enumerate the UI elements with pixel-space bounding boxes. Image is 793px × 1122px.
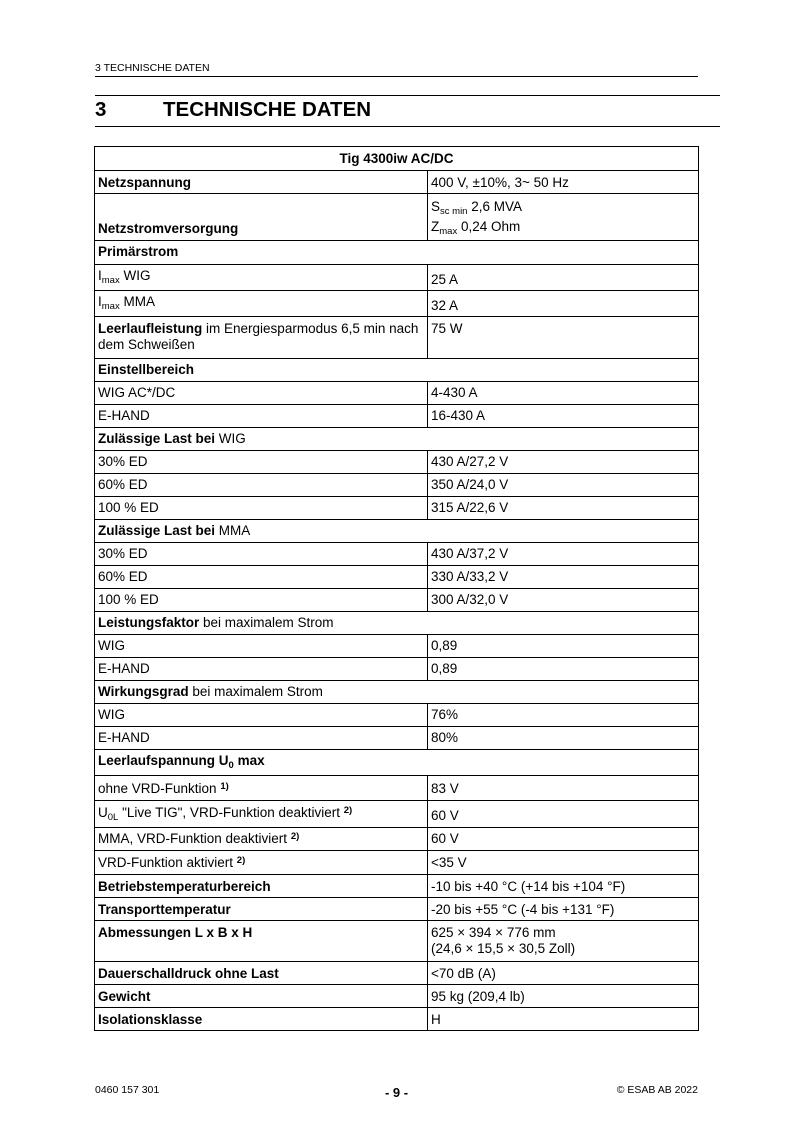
header-rule (95, 76, 698, 77)
table-row (95, 635, 699, 658)
row-value: 430 A/37,2 V (428, 543, 699, 566)
row-label: WIG (95, 635, 428, 658)
row-value: 60 V (428, 801, 699, 828)
row-label: 30% ED (95, 543, 428, 566)
row-label: Isolationsklasse (95, 1008, 428, 1031)
row-value: 0,89 (428, 635, 699, 658)
row-value: -20 bis +55 °C (-4 bis +131 °F) (428, 898, 699, 921)
row-value: 80% (428, 727, 699, 750)
row-label: E-HAND (95, 405, 428, 428)
row-value: $S_{sc min}$ 2,6 MVA $Z_{max}$ 0,24 Ohm (428, 194, 699, 241)
row-label: Leerlaufleistung im Energiesparmodus 6,5 min nach dem Schweißen (95, 317, 428, 359)
row-label: WIG (95, 704, 428, 727)
section-heading: Zulässige Last bei WIG (95, 428, 699, 451)
row-value: 25 A (428, 265, 699, 291)
table-row (95, 589, 699, 612)
row-label: VRD-Funktion aktiviert $^{2)}$ (95, 851, 428, 875)
row-value: 60 V (428, 828, 699, 851)
row-label: 30% ED (95, 451, 428, 474)
table-row (95, 265, 699, 291)
row-value: 16-430 A (428, 405, 699, 428)
section-row (95, 520, 699, 543)
row-label: E-HAND (95, 658, 428, 681)
document-number: 0460 157 301 (95, 1084, 160, 1096)
row-value: 95 kg (209,4 lb) (428, 985, 699, 1008)
row-value: 76% (428, 704, 699, 727)
page-number: - 9 - (384, 1085, 409, 1100)
table-row (95, 382, 699, 405)
chapter-rule-top (95, 95, 720, 96)
table-row (95, 801, 699, 828)
technical-data-table (94, 146, 699, 1031)
table-row (95, 291, 699, 317)
row-label: 100 % ED (95, 589, 428, 612)
row-label: E-HAND (95, 727, 428, 750)
chapter-title: TECHNISCHE DATEN (163, 98, 372, 121)
row-label: ohne VRD-Funktion $^{1)}$ (95, 776, 428, 801)
section-heading: Primärstrom (95, 241, 699, 265)
row-label: Netzspannung (95, 171, 428, 194)
chapter-heading (95, 98, 371, 122)
row-label: 60% ED (95, 566, 428, 589)
copyright: © ESAB AB 2022 (616, 1084, 698, 1096)
table-row (95, 704, 699, 727)
row-value: 315 A/22,6 V (428, 497, 699, 520)
section-heading: Wirkungsgrad bei maximalem Strom (95, 681, 699, 704)
row-label: Netzstromversorgung (95, 194, 428, 241)
row-label: MMA, VRD-Funktion deaktiviert $^{2)}$ (95, 828, 428, 851)
table-row (95, 921, 699, 962)
row-label: 60% ED (95, 474, 428, 497)
table-row (95, 194, 699, 241)
running-header: 3 TECHNISCHE DATEN (95, 62, 210, 74)
table-row (95, 962, 699, 985)
table-row (95, 727, 699, 750)
row-value: 625 × 394 × 776 mm (24,6 × 15,5 × 30,5 Zoll) (428, 921, 699, 962)
section-heading: Zulässige Last bei MMA (95, 520, 699, 543)
row-value: <70 dB (A) (428, 962, 699, 985)
table-title-row (95, 147, 699, 171)
table-row (95, 851, 699, 875)
row-value: 300 A/32,0 V (428, 589, 699, 612)
table-row (95, 543, 699, 566)
row-label: $I_{max}$ WIG (95, 265, 428, 291)
section-heading: Leerlaufspannung $U_0$ max (95, 750, 699, 776)
table-row (95, 474, 699, 497)
table-row (95, 566, 699, 589)
table-row (95, 985, 699, 1008)
row-label: $I_{max}$ MMA (95, 291, 428, 317)
chapter-rule-bottom (95, 126, 720, 127)
chapter-number: 3 (95, 98, 107, 121)
row-value: -10 bis +40 °C (+14 bis +104 °F) (428, 875, 699, 898)
section-heading: Leistungsfaktor bei maximalem Strom (95, 612, 699, 635)
section-row (95, 681, 699, 704)
row-label: Transporttemperatur (95, 898, 428, 921)
row-value: 83 V (428, 776, 699, 801)
section-row (95, 428, 699, 451)
row-value: 75 W (428, 317, 699, 359)
table-row (95, 317, 699, 359)
table-row (95, 776, 699, 801)
table-row (95, 451, 699, 474)
section-heading: Einstellbereich (95, 359, 699, 382)
table-row (95, 171, 699, 194)
row-label: $U_{0L}$ "Live TIG", VRD-Funktion deaktiviert $^{2)}$ (95, 801, 428, 828)
table-row (95, 405, 699, 428)
table-row (95, 828, 699, 851)
table-row (95, 658, 699, 681)
row-label: 100 % ED (95, 497, 428, 520)
row-label: Dauerschalldruck ohne Last (95, 962, 428, 985)
row-value: <35 V (428, 851, 699, 875)
table-row (95, 1008, 699, 1031)
row-value: 32 A (428, 291, 699, 317)
table-title: Tig 4300iw AC/DC (95, 147, 699, 171)
row-label: WIG AC*/DC (95, 382, 428, 405)
row-label: Betriebstemperaturbereich (95, 875, 428, 898)
section-row (95, 359, 699, 382)
row-value: 330 A/33,2 V (428, 566, 699, 589)
table-row (95, 875, 699, 898)
row-value: H (428, 1008, 699, 1031)
section-row (95, 241, 699, 265)
row-label: Abmessungen L x B x H (95, 921, 428, 962)
section-row (95, 750, 699, 776)
row-value: 4-430 A (428, 382, 699, 405)
row-value: 350 A/24,0 V (428, 474, 699, 497)
table-row (95, 898, 699, 921)
table-row (95, 497, 699, 520)
row-value: 0,89 (428, 658, 699, 681)
row-label: Gewicht (95, 985, 428, 1008)
section-row (95, 612, 699, 635)
row-value: 430 A/27,2 V (428, 451, 699, 474)
row-value: 400 V, ±10%, 3~ 50 Hz (428, 171, 699, 194)
